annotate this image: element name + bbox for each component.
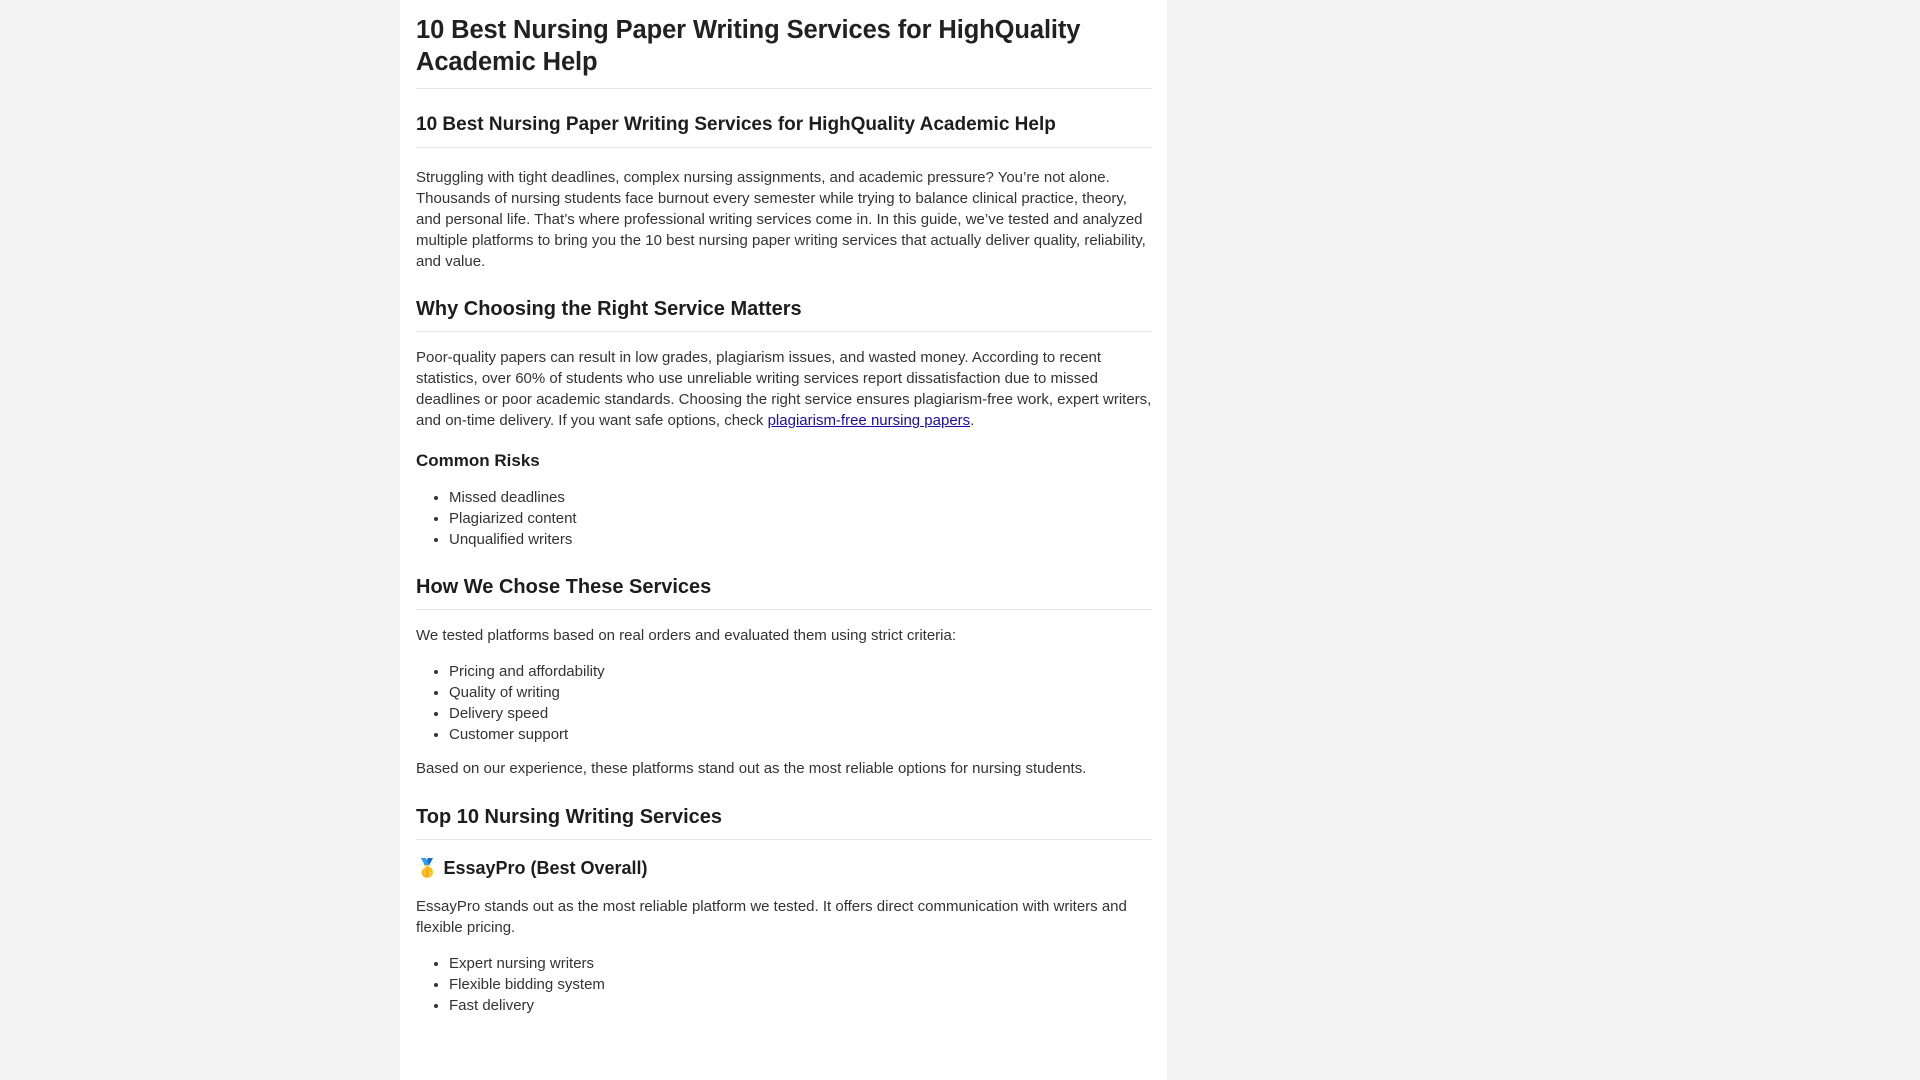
list-item: • Customer support bbox=[449, 724, 1152, 745]
subsection-heading-common-risks: Common Risks bbox=[416, 451, 540, 471]
essaypro-features-list bbox=[416, 953, 1152, 1016]
list-item: • Quality of writing bbox=[449, 682, 1152, 703]
section-heading-top-services: Top 10 Nursing Writing Services bbox=[416, 805, 722, 828]
why-choosing-paragraph bbox=[416, 348, 1152, 432]
why-choosing-text-after-link: . bbox=[970, 412, 975, 430]
list-item: • Expert nursing writers bbox=[449, 953, 1152, 974]
list-item: • Flexible bidding system bbox=[449, 974, 1152, 995]
how-we-chose-intro: We tested platforms based on real orders and evaluated them using strict criteria: bbox=[416, 627, 956, 645]
list-item: • Delivery speed bbox=[449, 703, 1152, 724]
plagiarism-free-nursing-papers-link[interactable]: plagiarism-free nursing papers bbox=[767, 412, 971, 430]
section-heading-how-we-chose: How We Chose These Services bbox=[416, 576, 712, 599]
page-title: 10 Best Nursing Paper Writing Services for HighQuality Academic Help bbox=[416, 16, 1081, 77]
gold-medal-icon: 🥇 bbox=[416, 857, 439, 878]
list-item: • Plagiarized content bbox=[449, 508, 1152, 529]
criteria-list bbox=[416, 661, 1152, 745]
service-description-essaypro: EssayPro stands out as the most reliable platform we tested. It offers direct communication with writers and flexible pricing. bbox=[416, 898, 1127, 936]
service-name: EssayPro (Best Overall) bbox=[443, 857, 648, 878]
why-choosing-text-before-link: Poor-quality papers can result in low grades, plagiarism issues, and wasted money. According to recent statistics, over 60% of students who use unreliable writing services report dissatisfaction due to missed deadlines or poor academic standards. Choosing the right service ensures plagiarism-free work, expert writers, and on-time delivery. If you want safe options, check bbox=[416, 349, 1152, 430]
list-item: • Fast delivery bbox=[449, 995, 1152, 1016]
list-item: • Pricing and affordability bbox=[449, 661, 1152, 682]
common-risks-list bbox=[416, 487, 1152, 550]
list-item: • Missed deadlines bbox=[449, 487, 1152, 508]
article-content-card bbox=[400, 0, 1167, 1080]
list-item: • Unqualified writers bbox=[449, 529, 1152, 550]
how-we-chose-closing: Based on our experience, these platforms stand out as the most reliable options for nursing students. bbox=[416, 759, 1087, 777]
article-subtitle: 10 Best Nursing Paper Writing Services for HighQuality Academic Help bbox=[416, 114, 1056, 136]
intro-paragraph: Struggling with tight deadlines, complex nursing assignments, and academic pressure? You’re not alone. Thousands of nursing students face burnout every semester while trying to balance clinical practice, theory, and personal life. That’s where professional writing services come in. In this guide, we’ve tested and analyzed multiple platforms to bring you the 10 best nursing paper writing services that actually deliver quality, reliability, and value. bbox=[416, 168, 1146, 270]
section-heading-why-choosing: Why Choosing the Right Service Matters bbox=[416, 298, 802, 321]
service-heading-essaypro bbox=[416, 856, 1152, 881]
